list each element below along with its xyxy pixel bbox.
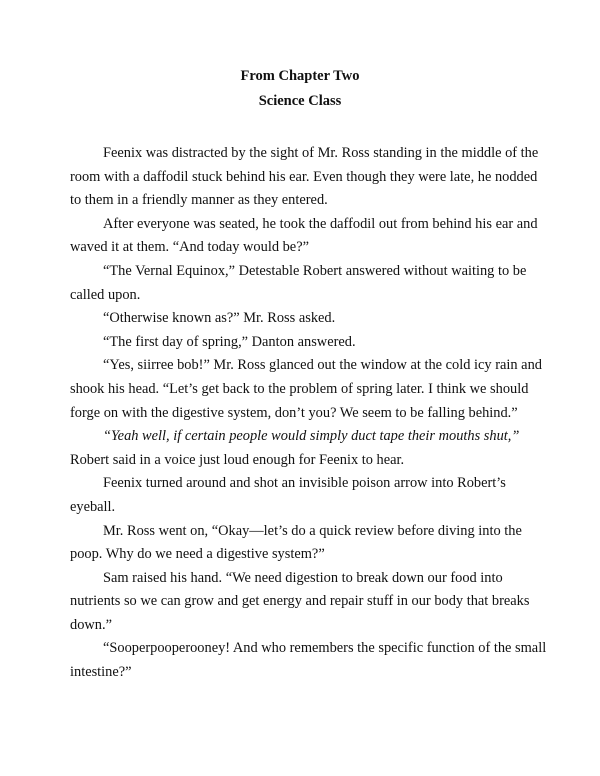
text-line: room with a daffodil stuck behind his ear. Even though they were late, he nodded — [70, 168, 538, 185]
text-line: Feenix was distracted by the sight of Mr. Ross standing in the middle of the — [103, 145, 539, 161]
text-line: eyeball. — [70, 498, 116, 515]
text-line: forge on with the digestive system, don’t you? We seem to be falling behind.” — [70, 404, 518, 421]
text-line: “The Vernal Equinox,” Detestable Robert answered without waiting to be — [103, 262, 527, 279]
text-line: shook his head. “Let’s get back to the problem of spring later. I think we should — [70, 380, 529, 397]
text-line: “Otherwise known as?” Mr. Ross asked. — [103, 310, 336, 327]
text-line: After everyone was seated, he took the daffodil out from behind his ear and — [103, 215, 538, 232]
text-line: intestine?” — [70, 664, 132, 681]
text-line: poop. Why do we need a digestive system?” — [70, 546, 325, 563]
text-line: called upon. — [70, 286, 141, 303]
text-line: nutrients so we can grow and get energy and repair stuff in our body that breaks — [70, 593, 530, 610]
text-line: down.” — [70, 616, 112, 633]
text-line: to them in a friendly manner as they entered. — [70, 192, 328, 209]
chapter-heading: From Chapter Two — [240, 68, 360, 84]
text-line: “The first day of spring,” Danton answered. — [103, 333, 356, 350]
text-line: “Sooperpooperooney! And who remembers the specific function of the small — [103, 640, 547, 657]
text-line: Feenix turned around and shot an invisible poison arrow into Robert’s — [103, 475, 506, 492]
text-line-italic: “Yeah well, if certain people would simply duct tape their mouths shut,” — [103, 428, 520, 445]
story-text — [70, 142, 547, 685]
text-line: Robert said in a voice just loud enough for Feenix to hear. — [70, 451, 405, 468]
text-line: waved it at them. “And today would be?” — [70, 239, 309, 256]
section-heading: Science Class — [258, 93, 342, 109]
text-line: Sam raised his hand. “We need digestion to break down our food into — [103, 569, 503, 586]
text-line: Mr. Ross went on, “Okay—let’s do a quick review before diving into the — [103, 522, 522, 539]
text-line: “Yes, siirree bob!” Mr. Ross glanced out the window at the cold icy rain and — [103, 357, 542, 374]
